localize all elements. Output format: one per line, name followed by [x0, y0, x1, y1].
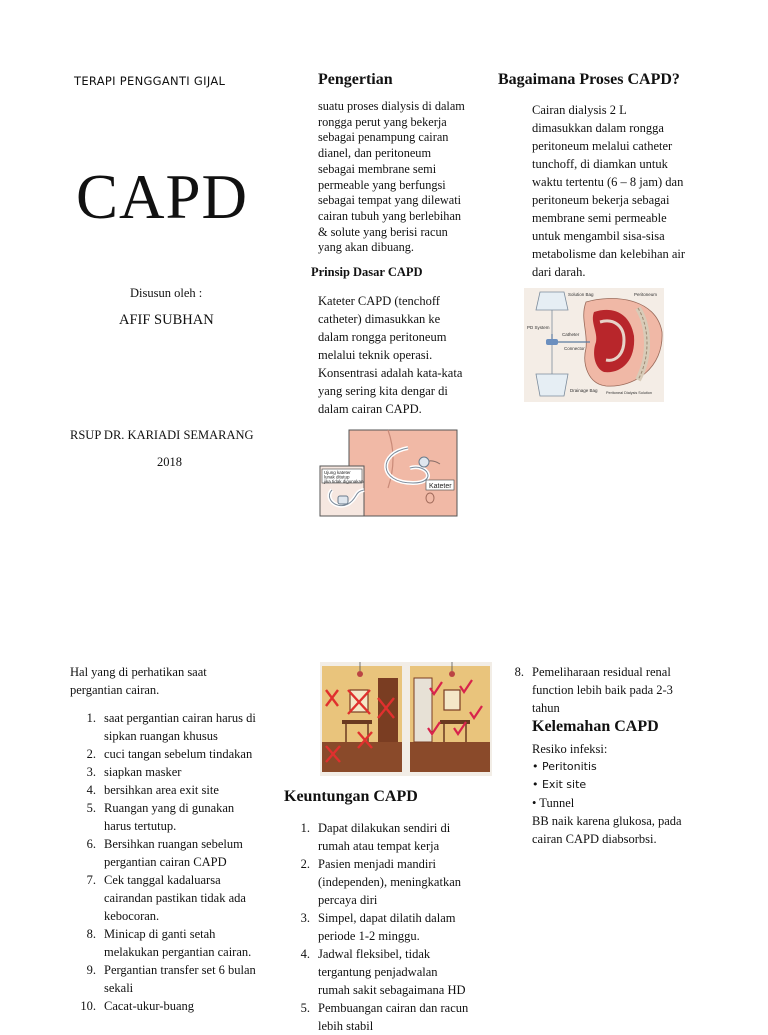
list-number: 3. [86, 765, 96, 779]
text-line: dalam rongga peritoneum [318, 330, 447, 344]
text-line: membrane semi permeable [532, 211, 667, 225]
connector-label: Connector [564, 346, 585, 351]
text-line: dalam cairan CAPD. [318, 402, 422, 416]
catheter-tip-label: lunak ditutup [324, 474, 350, 480]
definition-text [318, 99, 508, 256]
text-line: metabolisme dan kelebihan air [532, 247, 686, 261]
text-line: waktu tertentu (6 – 8 jam) dan [532, 175, 684, 189]
list-item: 2. Pasien menjadi mandiri (independen), meningkatkan percaya diri [284, 855, 504, 909]
text-line: dimasukkan dalam rongga [532, 121, 664, 135]
catheter-tip-label: jika tidak digunakan [324, 479, 364, 484]
list-number: 8. [514, 665, 524, 679]
text-line: Konsentrasi adalah kata-kata [318, 366, 463, 380]
list-item: 7. Cek tanggal kadaluarsa cairandan pastikan tidak ada kebocoran. [70, 871, 280, 925]
advantages-list-continued [498, 663, 728, 717]
list-number: 6. [86, 837, 96, 851]
author-label: Disusun oleh : [130, 286, 203, 300]
text-line: tunchoff, di diamkan untuk [532, 157, 668, 171]
text-line: yang sering kita dengar di [318, 384, 448, 398]
checklist [70, 709, 280, 1015]
text-line: yang akan dibuang. [318, 240, 414, 255]
catheter-diagram-label: Catheter [562, 332, 580, 337]
brochure-subtitle: TERAPI PENGGANTI GIJAL [74, 74, 226, 88]
institution-name: RSUP DR. KARIADI SEMARANG [70, 428, 254, 442]
list-number: 9. [86, 963, 96, 977]
text-line: Kateter CAPD (tenchoff [318, 294, 440, 308]
list-number: 8. [86, 927, 96, 941]
peritoneum-label: Peritoneum [634, 292, 658, 297]
disadvantages-heading: Kelemahan CAPD [532, 718, 659, 735]
list-item: 8. Pemeliharaan residual renal function lebih baik pada 2-3 tahun [498, 663, 728, 717]
text-line: catheter) dimasukkan ke [318, 312, 441, 326]
catheter-label: Kateter [429, 483, 452, 490]
text-line: peritoneum melalui catheter [532, 139, 673, 153]
list-item: • Exit site [532, 778, 587, 791]
text-line: Cairan dialysis 2 L [532, 103, 627, 117]
text-line: cairan CAPD diabsorbsi. [532, 832, 657, 846]
principle-text [318, 292, 508, 418]
list-item: 3. Simpel, dapat dilatih dalam periode 1-2 minggu. [284, 909, 504, 945]
text-line: untuk mengambil sisa-sisa [532, 229, 665, 243]
definition-heading: Pengertian [318, 71, 393, 88]
text-line: pergantian cairan. [70, 683, 160, 697]
text-line: BB naik karena glukosa, pada [532, 814, 682, 828]
list-item: • Peritonitis [532, 760, 597, 773]
text-line: rongga perut yang bekerja [318, 114, 447, 129]
checklist-intro [70, 663, 270, 699]
list-item: 1. saat pergantian cairan harus di sipkan ruangan khusus [70, 709, 280, 745]
text-line: cairan tubuh yang berlebihan [318, 208, 462, 223]
catheter-tip-label: Ujung kateter [324, 470, 351, 475]
advantages-list [284, 819, 504, 1035]
list-number: 7. [86, 873, 96, 887]
advantages-heading: Keuntungan CAPD [284, 788, 418, 805]
list-item: • Tunnel [532, 796, 575, 810]
room-cleanliness-illustration [320, 662, 492, 776]
text-line: peritoneum bekerja sebagai [532, 193, 670, 207]
text-line: & solute yang berisi racun [318, 224, 448, 239]
catheter-illustration [318, 428, 460, 520]
publication-year: 2018 [157, 455, 182, 469]
text-line: suatu proses dialysis di dalam [318, 99, 465, 113]
text-line: Hal yang di perhatikan saat [70, 665, 207, 679]
solution-label: Peritoneal Dialysis Solution [606, 391, 653, 395]
list-item: 4. bersihkan area exit site [70, 781, 280, 799]
list-number: 4. [300, 947, 310, 961]
list-number: 1. [300, 821, 310, 835]
list-item: 3. siapkan masker [70, 763, 280, 781]
author-name: AFIF SUBHAN [119, 312, 214, 328]
process-text [532, 101, 732, 281]
infection-risk-list [532, 758, 732, 812]
infection-risk-label: Resiko infeksi: [532, 742, 608, 756]
text-line: dianel, dan peritoneum [318, 146, 432, 161]
list-number: 1. [86, 711, 96, 725]
list-number: 3. [300, 911, 310, 925]
list-item: 10. Cacat-ukur-buang [70, 997, 280, 1015]
list-item: 2. cuci tangan sebelum tindakan [70, 745, 280, 763]
text-line: dari darah. [532, 265, 586, 279]
list-item: 4. Jadwal fleksibel, tidak tergantung penjadwalan rumah sakit sebagaimana HD [284, 945, 504, 999]
list-number: 4. [86, 783, 96, 797]
text-line: sebagai tempat yang dilewati [318, 193, 462, 208]
capd-process-diagram [524, 288, 664, 402]
drainage-bag-label: Drainage Bag [570, 388, 598, 393]
list-item: 5. Pembuangan cairan dan racun lebih stabil [284, 999, 504, 1035]
text-line: permeable yang berfungsi [318, 177, 446, 192]
list-item: 8. Minicap di ganti setah melakukan pergantian cairan. [70, 925, 280, 961]
text-line: sebagai penampung cairan [318, 130, 449, 145]
text-line: melalui teknik operasi. [318, 348, 433, 362]
text-line: sebagai membrane semi [318, 161, 437, 176]
process-heading: Bagaimana Proses CAPD? [498, 71, 680, 88]
list-number: 2. [300, 857, 310, 871]
solution-bag-label: Solution Bag [568, 292, 594, 297]
principle-heading: Prinsip Dasar CAPD [311, 265, 423, 279]
weight-gain-note [532, 812, 732, 848]
list-number: 5. [300, 1001, 310, 1015]
list-item: 5. Ruangan yang di gunakan harus tertutup. [70, 799, 280, 835]
list-number: 10. [80, 999, 96, 1013]
list-item: 6. Bersihkan ruangan sebelum pergantian cairan CAPD [70, 835, 280, 871]
list-number: 5. [86, 801, 96, 815]
pd-system-label: PD System [527, 325, 550, 330]
list-item: 9. Pergantian transfer set 6 bulan sekali [70, 961, 280, 997]
list-number: 2. [86, 747, 96, 761]
list-item: 1. Dapat dilakukan sendiri di rumah atau tempat kerja [284, 819, 504, 855]
brochure-title: CAPD [76, 162, 249, 232]
